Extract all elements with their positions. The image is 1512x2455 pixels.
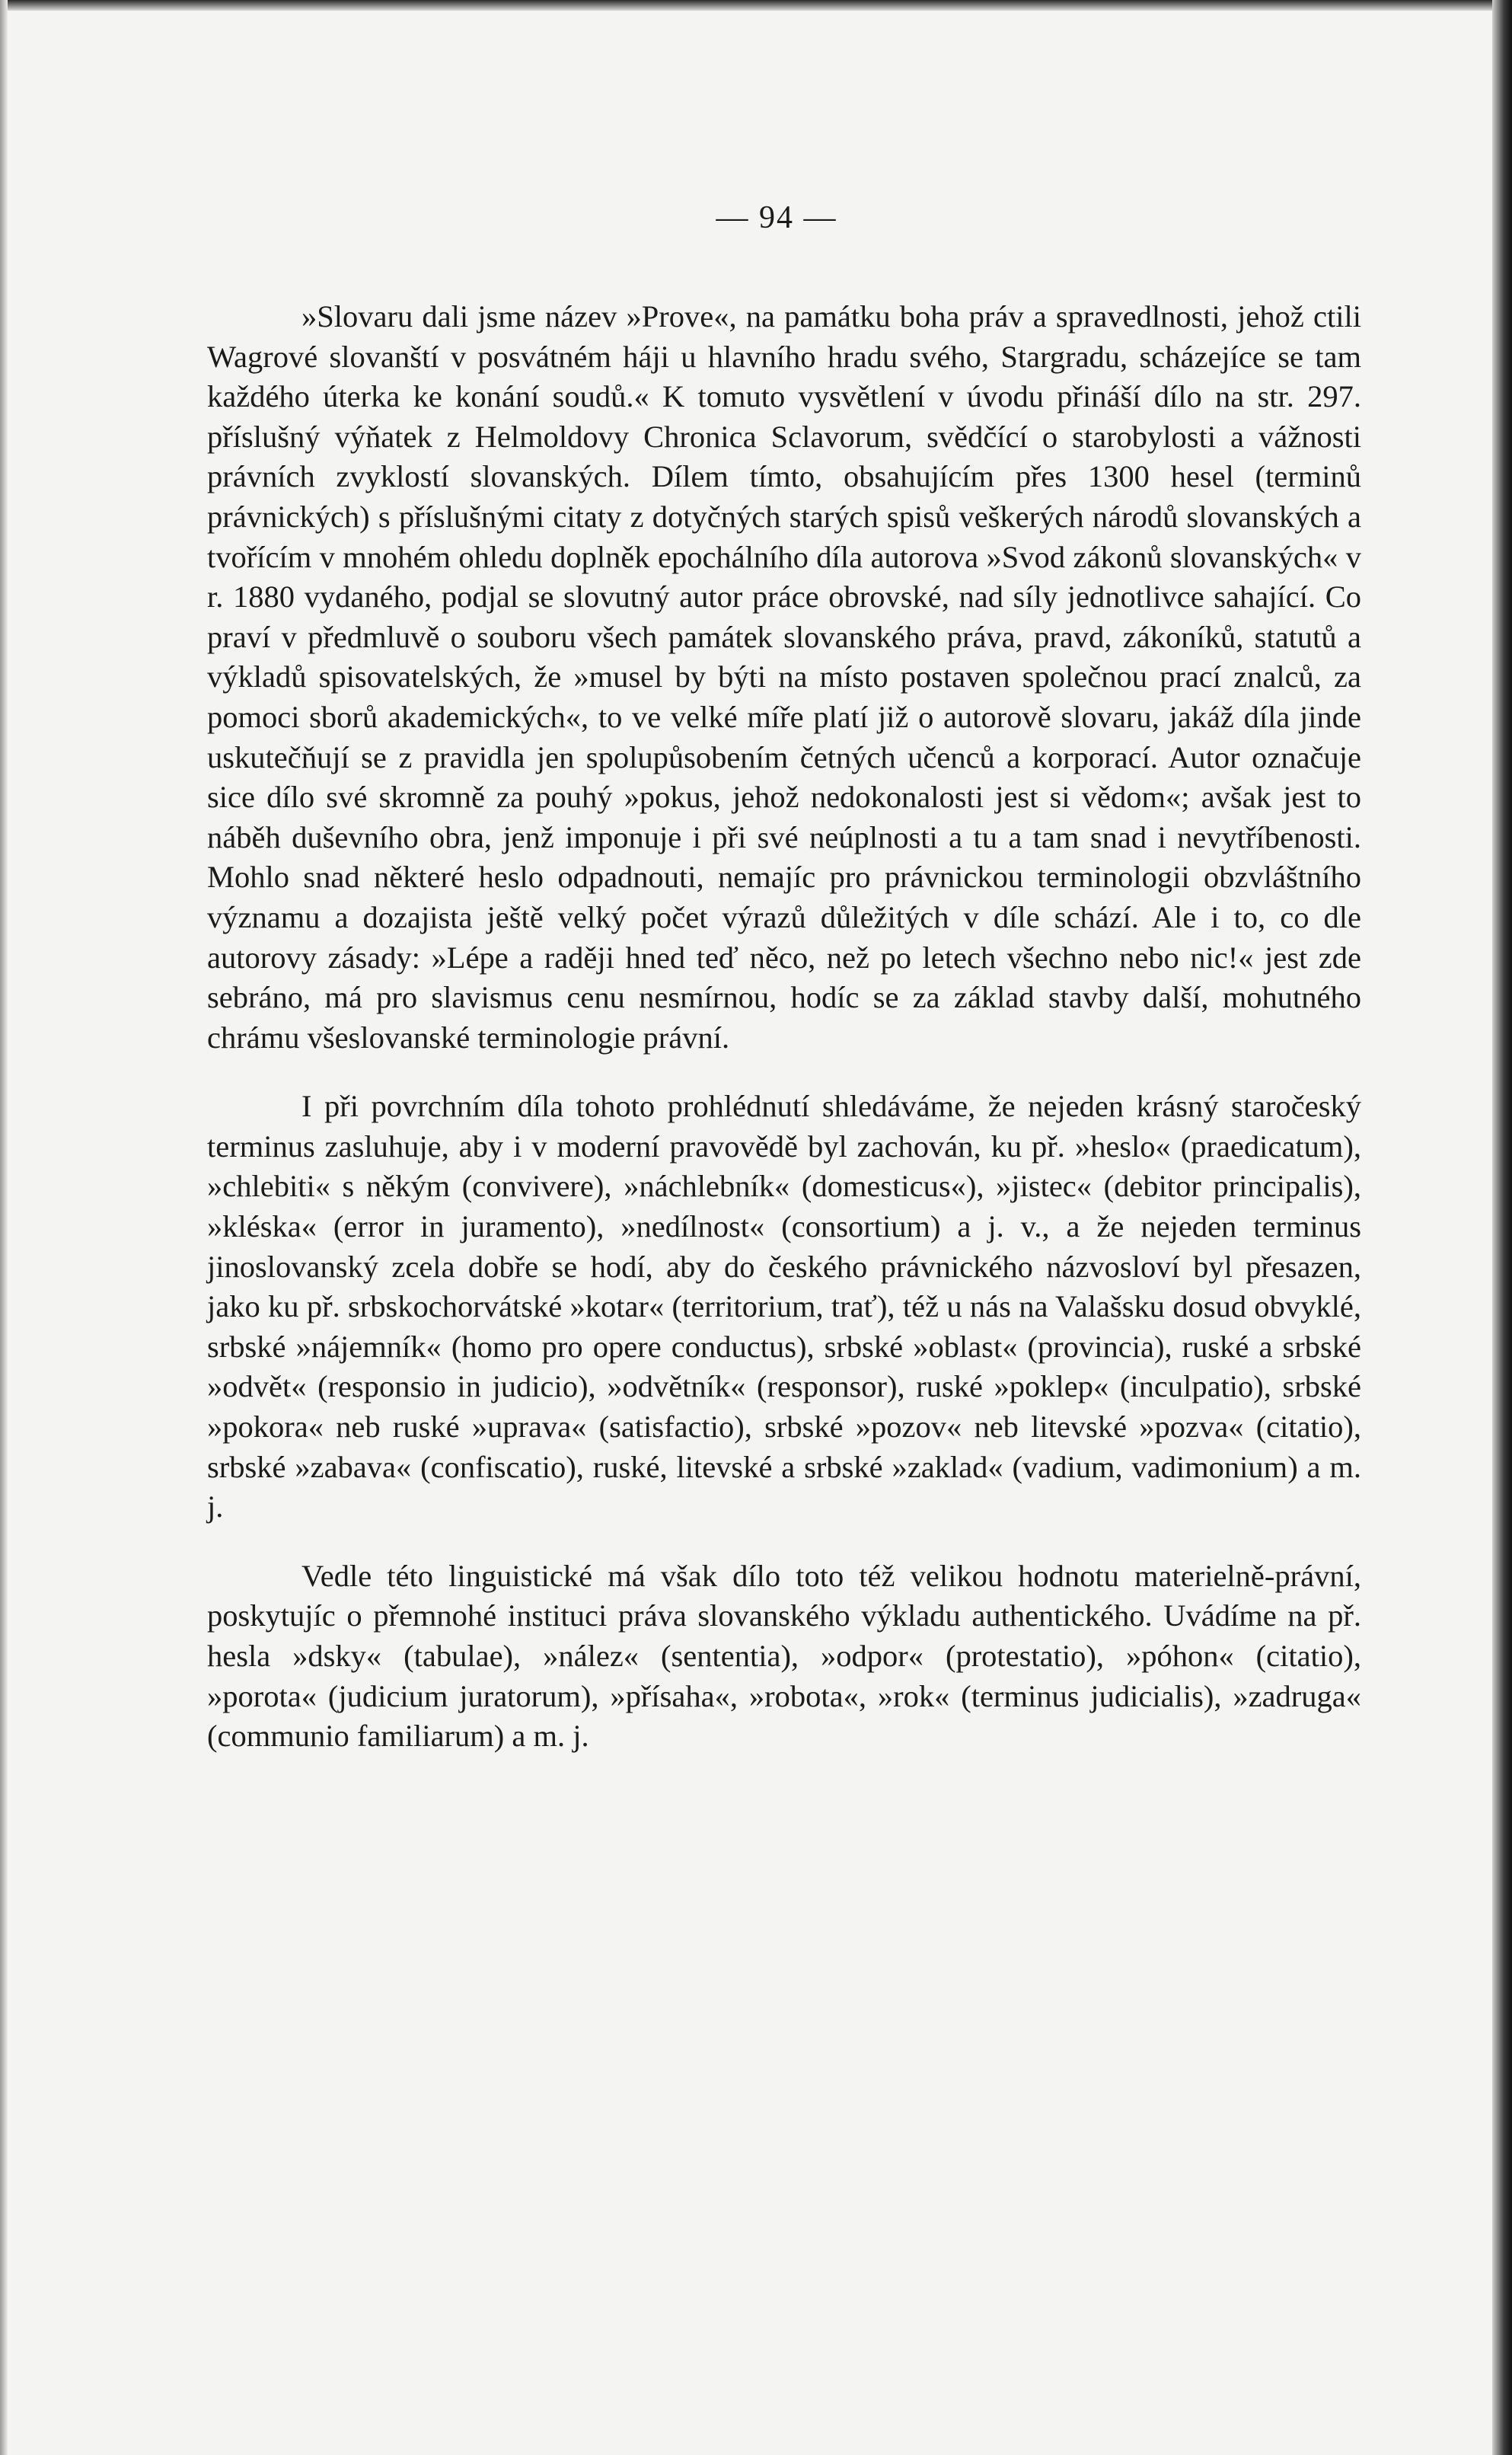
- scan-edge-right: [1492, 0, 1512, 2455]
- paragraph-3: Vedle této linguistické má však dílo toto též velikou hodnotu materielně-právní, poskytujíc o přemnohé instituci práva slovanského výkladu authentického. Uvádíme na př. hesla »dsky« (tabulae), »nález« (sententia), »odpor« (protestatio), »póhon« (citatio), »porota« (judicium juratorum), »přísaha«, »robota«, »rok« (terminus judicialis), »zadruga« (communio familiarum) a m. j.: [207, 1558, 1361, 1754]
- body-text: [207, 297, 1361, 1757]
- paragraph-2: I při povrchním díla tohoto prohlédnutí shledáváme, že nejeden krásný staročeský terminus zasluhuje, aby i v moderní pravovědě byl zachován, ku př. »heslo« (praedicatum), »chlebiti« s někým (convivere), »náchlebník« (domesticus«), »jistec« (debitor principalis), »kléska« (error in juramento), »nedílnost« (consortium) a j. v., a že nejeden terminus jinoslovanský zcela dobře se hodí, aby do českého právnického názvosloví byl přesazen, jako ku př. srbskochorvátské »kotar« (territorium, trať), též u nás na Valašsku dosud obvyklé, srbské »nájemník« (homo pro opere conductus), srbské »oblast« (provincia), ruské a srbské »odvět« (responsio in judicio), »odvětník« (responsor), ruské »poklep« (inculpatio), srbské »pokora« neb ruské »uprava« (satisfactio), srbské »pozov« neb litevské »pozva« (citatio), srbské »zabava« (confiscatio), ruské, litevské a srbské »zaklad« (vadium, vadimonium) a m. j.: [207, 1089, 1361, 1524]
- scan-edge-left: [0, 0, 8, 2455]
- paragraph-1: »Slovaru dali jsme název »Prove«, na památku boha práv a spravedlnosti, jehož ctili Wagrové slovanští v posvátném háji u hlavního hradu svého, Stargradu, scházejíce se tam každého úterka ke konání soudů.« K tomuto vysvětlení v úvodu přináší dílo na str. 297. příslušný výňatek z Helmoldovy Chronica Sclavorum, svědčící o starobylosti a vážnosti právních zvyklostí slovanských. Dílem tímto, obsahujícím přes 1300 hesel (terminů právnických) s příslušnými citaty z dotyčných starých spisů veškerých národů slovanských a tvořícím v mnohém ohledu doplněk epochálního díla autorova »Svod zákonů slovanských« v r. 1880 vydaného, podjal se slovutný autor práce obrovské, nad síly jednotlivce sahající. Co praví v předmluvě o souboru všech památek slovanského práva, pravd, zákoníků, statutů a výkladů spisovatelských, že »musel by býti na místo postaven společnou prací znalců, za pomoci sborů akademických«, to ve velké míře platí již o autorově slovaru, jakáž díla jinde uskutečňují se z pravidla jen spolupůsobením četných učenců a korporací. Autor označuje sice dílo své skromně za pouhý »pokus, jehož nedokonalosti jest si vědom«; avšak jest to náběh duševního obra, jenž imponuje i při své neúplnosti a tu a tam snad i nevytříbenosti. Mohlo snad některé heslo odpadnouti, nemajíc pro právnickou terminologii obzvláštního významu a dozajista ještě velký počet výrazů důležitých v díle schází. Ale i to, co dle autorovy zásady: »Lépe a raději hned teď něco, než po letech všechno nebo nic!« jest zde sebráno, má pro slavismus cenu nesmírnou, hodíc se za základ stavby další, mohutného chrámu všeslovanské terminologie právní.: [207, 299, 1361, 1055]
- page-number: — 94 —: [716, 200, 837, 235]
- scan-edge-top: [0, 0, 1512, 11]
